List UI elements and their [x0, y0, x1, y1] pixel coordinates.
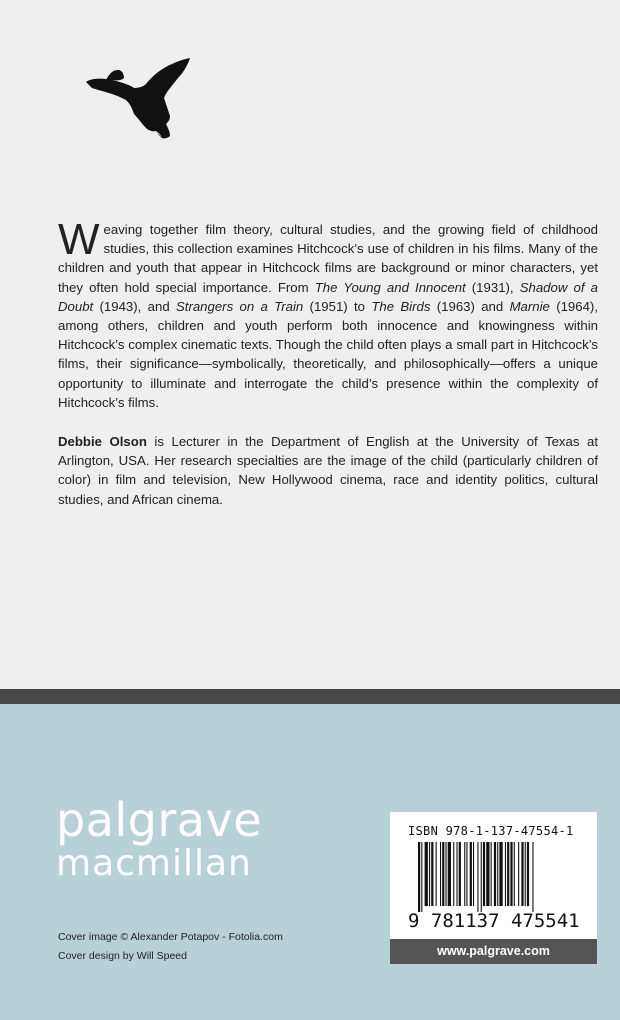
blurb-text — [58, 215, 598, 410]
barcode-bar — [457, 842, 458, 906]
author-bio-text: is Lecturer in the Department of English at the University of Texas at Arlington, USA. Her research specialties are the image of the child (particularly children of color) in film and television, New Hollywood cinema, race and identity politics, cultural studies, and African cinema. — [58, 434, 598, 507]
blurb-text-run: eaving together film theory, cultural studies, and the growing field of childhood studies, this collection examines Hitchcock’s use of children in his films. Many of the children and youth that appear in Hitchcock films are background or minor characters, yet they often hold special importance. From — [58, 222, 598, 295]
barcode-icon — [418, 842, 568, 912]
barcode-bar — [481, 842, 482, 912]
blurb-text-run: (1951) to — [303, 298, 372, 314]
barcode-bar — [477, 842, 478, 912]
barcode-panel — [390, 812, 597, 964]
description-blurb — [58, 215, 598, 412]
blurb-text-run: (1964), among others, children and youth perform both innocence and knowingness within Hitchcock’s complex cinematic texts. Though the child often plays a small part in Hitchcock’s films, their significance—symbolically, theoretically, and philosophically—offers a unique opportunity to illuminate and interrogate the child’s presence within the complexity of Hitchcock’s films. — [58, 298, 598, 410]
barcode-bar — [499, 842, 502, 906]
publisher-logo-line2: macmillan — [56, 843, 252, 884]
barcode-bar — [453, 842, 454, 906]
barcode-bar — [464, 842, 465, 906]
author-bio — [58, 432, 598, 509]
publisher-logo-line1: palgrave — [56, 793, 262, 847]
bird-silhouette-icon — [86, 58, 194, 140]
barcode-bar — [514, 842, 515, 906]
isbn-label: ISBN 978-1-137-47554-1 — [408, 824, 574, 838]
blurb-text-run: (1963) and — [430, 298, 510, 314]
film-title: Strangers on a Train — [175, 298, 304, 314]
divider-band — [0, 689, 620, 704]
barcode-bar — [429, 842, 430, 906]
film-title: The Birds — [371, 298, 431, 314]
barcode-bar — [442, 842, 444, 906]
barcode-digits: 9 781137 475541 — [408, 910, 580, 932]
cover-image-credit: Cover image © Alexander Potapov - Fotolia.com — [58, 931, 283, 943]
barcode-bar — [494, 842, 496, 906]
drop-cap: W — [58, 215, 100, 264]
film-title: The Young and Innocent — [314, 279, 466, 295]
blurb-text-run: (1943), and — [93, 298, 176, 314]
barcode-bar — [507, 842, 509, 906]
barcode-bar — [532, 842, 533, 912]
barcode-bar — [470, 842, 472, 906]
barcode-bar — [521, 842, 523, 906]
barcode-bar — [497, 842, 498, 906]
blurb-paragraph — [58, 215, 598, 412]
barcode-bar — [440, 842, 441, 906]
barcode-bar — [525, 842, 526, 906]
cover-design-credit: Cover design by Will Speed — [58, 950, 187, 962]
film-title: Marnie — [509, 298, 550, 314]
barcode-bar — [505, 842, 506, 906]
barcode-bar — [436, 842, 437, 906]
film-title: Shadow of a Doubt — [58, 279, 598, 314]
barcode-bar — [486, 842, 489, 906]
barcode-bar — [418, 842, 420, 912]
author-name: Debbie Olson — [58, 434, 147, 449]
barcode-bar — [421, 842, 422, 912]
blurb-text-run: (1931), — [465, 279, 520, 295]
barcode-bar — [483, 842, 485, 906]
barcode-bar — [491, 842, 492, 906]
cover-credits — [58, 928, 283, 966]
barcode-bar — [527, 842, 529, 906]
barcode-bar — [446, 842, 447, 906]
barcode-bar — [466, 842, 467, 906]
barcode-bar — [459, 842, 461, 906]
barcode-bar — [510, 842, 512, 906]
barcode-bar — [473, 842, 474, 906]
publisher-website: www.palgrave.com — [390, 939, 597, 964]
barcode-bar — [448, 842, 451, 906]
barcode-bar — [431, 842, 433, 906]
barcode-bar — [518, 842, 519, 906]
publisher-logo — [56, 793, 262, 884]
barcode-bar — [425, 842, 428, 906]
